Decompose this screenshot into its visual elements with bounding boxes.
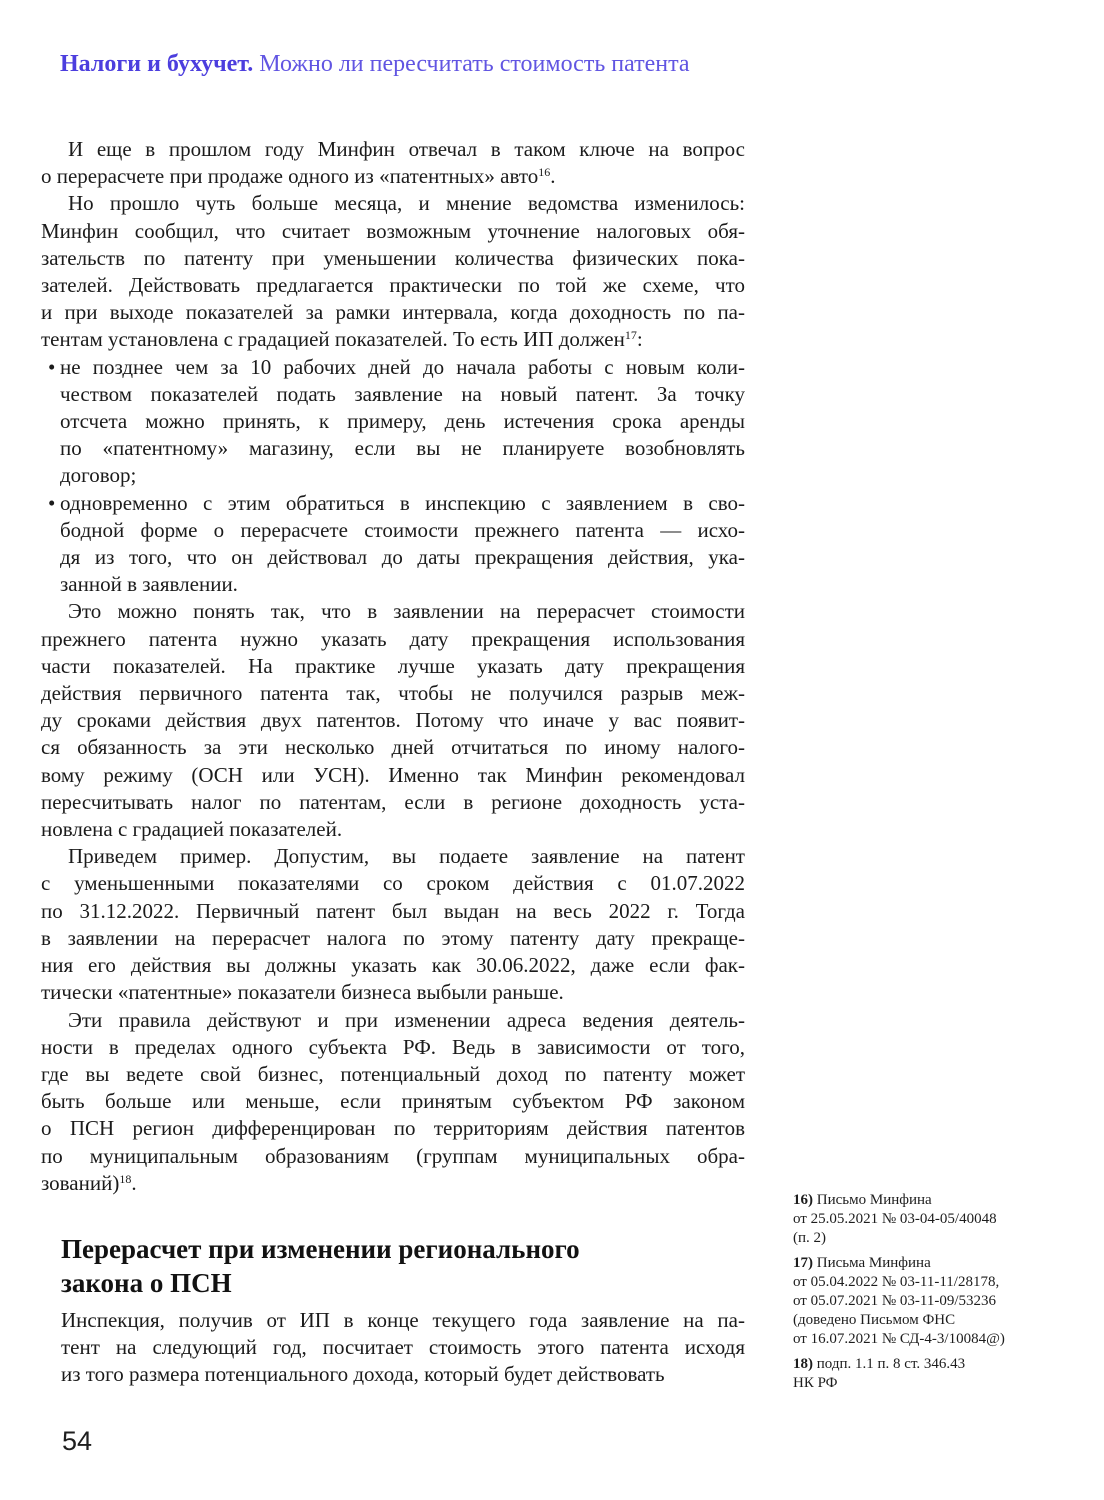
- text-line: Это можно понять так, что в заявлении на перерасчет стоимости: [68, 599, 745, 624]
- paragraph: [41, 136, 745, 190]
- text-line: зателей. Действовать предлагается практически по той же схеме, что: [41, 273, 745, 298]
- text-line: отсчета можно принять, к примеру, день истечения срока аренды: [60, 409, 745, 434]
- text-line: пересчитывать налог по патентам, если в регионе доходность уста-: [41, 789, 745, 814]
- text-line: одновременно с этим обратиться в инспекцию с заявлением в сво-: [60, 490, 745, 515]
- section-heading: [61, 1232, 745, 1300]
- rubric-label: Налоги и бухучет.: [60, 51, 254, 77]
- footnotes-column: [793, 1191, 1078, 1399]
- footnote: 18) подп. 1.1 п. 8 ст. 346.43 НК РФ: [793, 1356, 966, 1391]
- text-line: Приведем пример. Допустим, вы подаете заявление на патент: [68, 844, 745, 869]
- footnote: 17) Письма Минфина от 05.04.2022 № 03-11-11/28178, от 05.07.2021 № 03-11-09/53236 (доведено Письмом ФНС от 16.07.2021 № СД-4-3/10084@): [793, 1255, 1005, 1347]
- text-line: вому режиму (ОСН или УСН). Именно так Минфин рекомендовал: [41, 762, 745, 787]
- text-line: ся обязанность за эти несколько дней отчитаться по иному налого-: [41, 735, 745, 760]
- bullet-item: [41, 354, 745, 490]
- bullet-item: [41, 490, 745, 599]
- footnote-reference: 17: [624, 328, 637, 343]
- text-line: с уменьшенными показателями со сроком действия с 01.07.2022: [41, 871, 745, 896]
- text-line: не позднее чем за 10 рабочих дней до начала работы с новым коли-: [60, 354, 745, 379]
- text-line: о перерасчете при продаже одного из «патентных» авто$^{16}$.: [41, 164, 556, 189]
- text-line: ности в пределах одного субъекта РФ. Ведь в зависимости от того,: [41, 1034, 745, 1059]
- text-line: договор;: [60, 463, 137, 488]
- text-line: по 31.12.2022. Первичный патент был выдан на весь 2022 г. Тогда: [41, 898, 745, 923]
- text-line: ду сроками действия двух патентов. Потому что иначе у вас появит-: [41, 708, 745, 733]
- paragraph: [61, 1307, 745, 1389]
- paragraph: [41, 843, 745, 1006]
- text-line: по «патентному» магазину, если вы не планируете возобновлять: [60, 436, 745, 461]
- text-line: из того размера потенциального дохода, который будет действовать: [61, 1362, 665, 1387]
- text-line: Инспекция, получив от ИП в конце текущего года заявление на па-: [61, 1307, 745, 1332]
- footnote-reference: 16: [538, 165, 551, 180]
- text-line: зательств по патенту при уменьшении количества физических пока-: [41, 245, 745, 270]
- footnote-marker: 16): [793, 1192, 813, 1208]
- article-title: Можно ли пересчитать стоимость патента: [259, 51, 690, 77]
- text-line: зований)$^{18}$.: [41, 1170, 137, 1195]
- text-line: прежнего патента нужно указать дату прекращения использования: [41, 626, 745, 651]
- text-line: и при выходе показателей за рамки интервала, когда доходность по па-: [41, 300, 745, 325]
- text-line: части показателей. На практике лучше указать дату прекращения: [41, 653, 745, 678]
- text-line: действия первичного патента так, чтобы не получился разрыв меж-: [41, 681, 745, 706]
- section-heading-line: Перерасчет при изменении регионального: [61, 1233, 580, 1264]
- bullet-marker: •: [48, 490, 56, 515]
- text-line: быть больше или меньше, если принятым субъектом РФ законом: [41, 1089, 745, 1114]
- text-line: в заявлении на перерасчет налога по этому патенту дату прекраще-: [41, 925, 745, 950]
- page-number: 54: [62, 1426, 93, 1456]
- paragraph: [41, 190, 745, 353]
- text-line: новлена с градацией показателей.: [41, 817, 343, 842]
- text-line: Но прошло чуть больше месяца, и мнение ведомства изменилось:: [68, 191, 745, 216]
- paragraph: [41, 598, 745, 843]
- paragraph: [41, 1007, 745, 1197]
- text-line: чеством показателей подать заявление на новый патент. За точку: [60, 381, 745, 406]
- section-heading-line: закона о ПСН: [61, 1267, 232, 1298]
- text-line: о ПСН регион дифференцирован по территориям действия патентов: [41, 1116, 745, 1141]
- text-line: ния его действия вы должны указать как 30.06.2022, даже если фак-: [41, 953, 745, 978]
- text-line: тентам установлена с градацией показателей. То есть ИП должен$^{17}$:: [41, 327, 643, 352]
- running-head: [60, 50, 690, 78]
- text-line: бодной форме о перерасчете стоимости прежнего патента — исхо-: [60, 517, 745, 542]
- text-line: тент на следующий год, посчитает стоимость этого патента исходя: [61, 1335, 745, 1360]
- article-body: [41, 136, 745, 1389]
- footnote-reference: 18: [119, 1171, 132, 1186]
- footnote-marker: 17): [793, 1255, 813, 1271]
- footnote: 16) Письмо Минфина от 25.05.2021 № 03-04-05/40048 (п. 2): [793, 1192, 997, 1246]
- text-line: Эти правила действуют и при изменении адреса ведения деятель-: [68, 1007, 745, 1032]
- bullet-marker: •: [48, 354, 56, 379]
- text-line: И еще в прошлом году Минфин отвечал в таком ключе на вопрос: [68, 137, 745, 161]
- text-line: где вы ведете свой бизнес, потенциальный доход по патенту может: [41, 1061, 745, 1086]
- text-line: занной в заявлении.: [60, 572, 238, 597]
- text-line: тически «патентные» показатели бизнеса выбыли раньше.: [41, 980, 564, 1005]
- text-line: дя из того, что он действовал до даты прекращения действия, ука-: [60, 545, 745, 570]
- text-line: по муниципальным образованиям (группам муниципальных обра-: [41, 1143, 745, 1168]
- text-line: Минфин сообщил, что считает возможным уточнение налоговых обя-: [41, 218, 745, 243]
- footnote-marker: 18): [793, 1356, 813, 1372]
